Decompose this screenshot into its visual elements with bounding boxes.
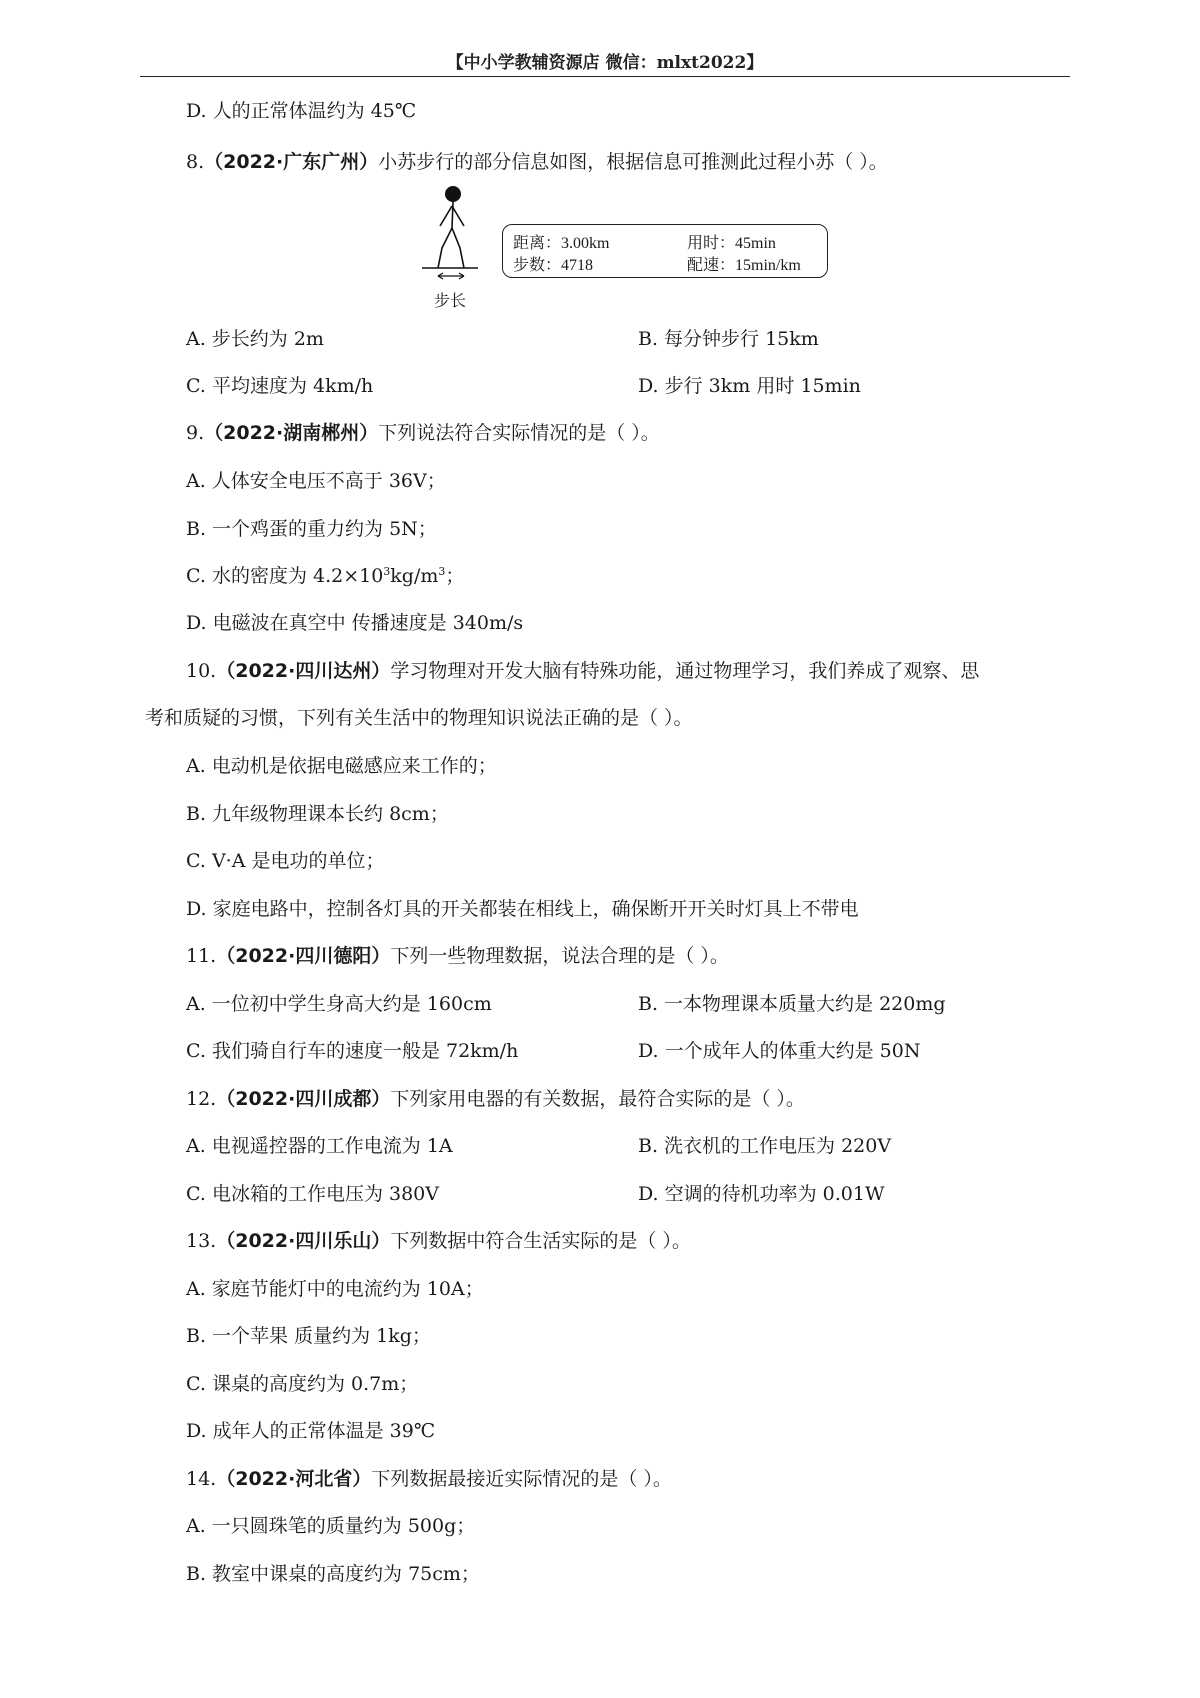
q10-option-c: C. V·A 是电功的单位； xyxy=(186,850,385,872)
q9-option-d: D. 电磁波在真空中 传播速度是 340m/s xyxy=(186,612,524,634)
q9-option-c xyxy=(186,565,464,588)
distance-text: 距离：3.00km xyxy=(513,235,610,252)
q14-source: （2022·河北省） xyxy=(216,1468,372,1490)
q11-option-c: C. 我们骑自行车的速度一般是 72km/h xyxy=(186,1040,519,1062)
walk-info-box xyxy=(502,224,828,278)
q9-option-c-text: C. 水的密度为 4.2×10 xyxy=(186,565,384,587)
steps-text: 步数：4718 xyxy=(513,257,594,274)
q9-option-c-unit: kg/m xyxy=(390,565,439,587)
q12-option-c: C. 电冰箱的工作电压为 380V xyxy=(186,1183,439,1205)
q8-option-c: C. 平均速度为 4km/h xyxy=(186,375,374,397)
q7-option-d: D. 人的正常体温约为 45℃ xyxy=(186,100,417,122)
q12-stem xyxy=(186,1088,805,1111)
q8-option-b: B. 每分钟步行 15km xyxy=(638,328,819,350)
q8-option-a: A. 步长约为 2m xyxy=(186,328,324,350)
q9-source: （2022·湖南郴州） xyxy=(204,422,379,444)
q10-option-d: D. 家庭电路中，控制各灯具的开关都装在相线上，确保断开开关时灯具上不带电 xyxy=(186,898,859,920)
q14-stem xyxy=(186,1468,672,1491)
q9-option-c-exp2: 3 xyxy=(438,565,446,578)
q9-option-a: A. 人体安全电压不高于 36V； xyxy=(186,470,446,492)
q8-option-d: D. 步行 3km 用时 15min xyxy=(638,375,861,397)
q9-text: 下列说法符合实际情况的是（ ）。 xyxy=(378,422,660,444)
q13-option-b: B. 一个苹果 质量约为 1kg； xyxy=(186,1325,431,1347)
q10-stem xyxy=(186,660,979,683)
q12-option-a: A. 电视遥控器的工作电流为 1A xyxy=(186,1135,453,1157)
q12-text: 下列家用电器的有关数据，最符合实际的是（ ）。 xyxy=(390,1088,805,1110)
q9-option-c-exp1: 3 xyxy=(383,565,391,578)
q8-stem xyxy=(186,151,888,174)
q9-stem xyxy=(186,422,660,445)
q11-option-a: A. 一位初中学生身高大约是 160cm xyxy=(186,993,492,1015)
q9-option-b: B. 一个鸡蛋的重力约为 5N； xyxy=(186,518,437,540)
q14-text: 下列数据最接近实际情况的是（ ）。 xyxy=(371,1468,672,1490)
q10-option-a: A. 电动机是依据电磁感应来工作的； xyxy=(186,755,497,777)
q12-option-d: D. 空调的待机功率为 0.01W xyxy=(638,1183,885,1205)
q11-number: 11. xyxy=(186,945,217,967)
q13-number: 13. xyxy=(186,1230,217,1252)
walker-figure-icon xyxy=(420,186,480,290)
q12-number: 12. xyxy=(186,1088,217,1110)
page-header: 【中小学教辅资源店 微信：mlxt2022】 xyxy=(446,53,764,73)
q13-option-d: D. 成年人的正常体温是 39℃ xyxy=(186,1420,436,1442)
q13-text: 下列数据中符合生活实际的是（ ）。 xyxy=(390,1230,691,1252)
q8-text: 小苏步行的部分信息如图，根据信息可推测此过程小苏（ ）。 xyxy=(378,151,888,173)
time-text: 用时：45min xyxy=(687,235,776,252)
q11-option-b: B. 一本物理课本质量大约是 220mg xyxy=(638,993,946,1015)
q11-option-d: D. 一个成年人的体重大约是 50N xyxy=(638,1040,921,1062)
q8-number: 8. xyxy=(186,151,205,173)
q10-option-b: B. 九年级物理课本长约 8cm； xyxy=(186,803,449,825)
q10-source: （2022·四川达州） xyxy=(216,660,391,682)
q13-option-c: C. 课桌的高度约为 0.7m； xyxy=(186,1373,419,1395)
pace-text: 配速：15min/km xyxy=(687,257,801,274)
q10-text-1: 学习物理对开发大脑有特殊功能，通过物理学习，我们养成了观察、思 xyxy=(390,660,980,682)
q14-option-a: A. 一只圆珠笔的质量约为 500g； xyxy=(186,1515,476,1537)
q11-stem xyxy=(186,945,729,968)
q9-option-c-end: ； xyxy=(445,565,465,587)
q13-stem xyxy=(186,1230,691,1253)
q13-source: （2022·四川乐山） xyxy=(216,1230,391,1252)
q14-number: 14. xyxy=(186,1468,217,1490)
q13-option-a: A. 家庭节能灯中的电流约为 10A； xyxy=(186,1278,484,1300)
q12-source: （2022·四川成都） xyxy=(216,1088,391,1110)
q11-text: 下列一些物理数据，说法合理的是（ ）。 xyxy=(390,945,729,967)
q10-stem-line2: 考和质疑的习惯，下列有关生活中的物理知识说法正确的是（ ）。 xyxy=(145,707,693,729)
q11-source: （2022·四川德阳） xyxy=(216,945,391,967)
header-divider xyxy=(140,76,1070,77)
q12-option-b: B. 洗衣机的工作电压为 220V xyxy=(638,1135,892,1157)
q14-option-b: B. 教室中课桌的高度约为 75cm； xyxy=(186,1563,480,1585)
q10-number: 10. xyxy=(186,660,217,682)
stride-label: 步长 xyxy=(434,291,467,310)
q9-number: 9. xyxy=(186,422,205,444)
q8-source: （2022·广东广州） xyxy=(204,151,379,173)
